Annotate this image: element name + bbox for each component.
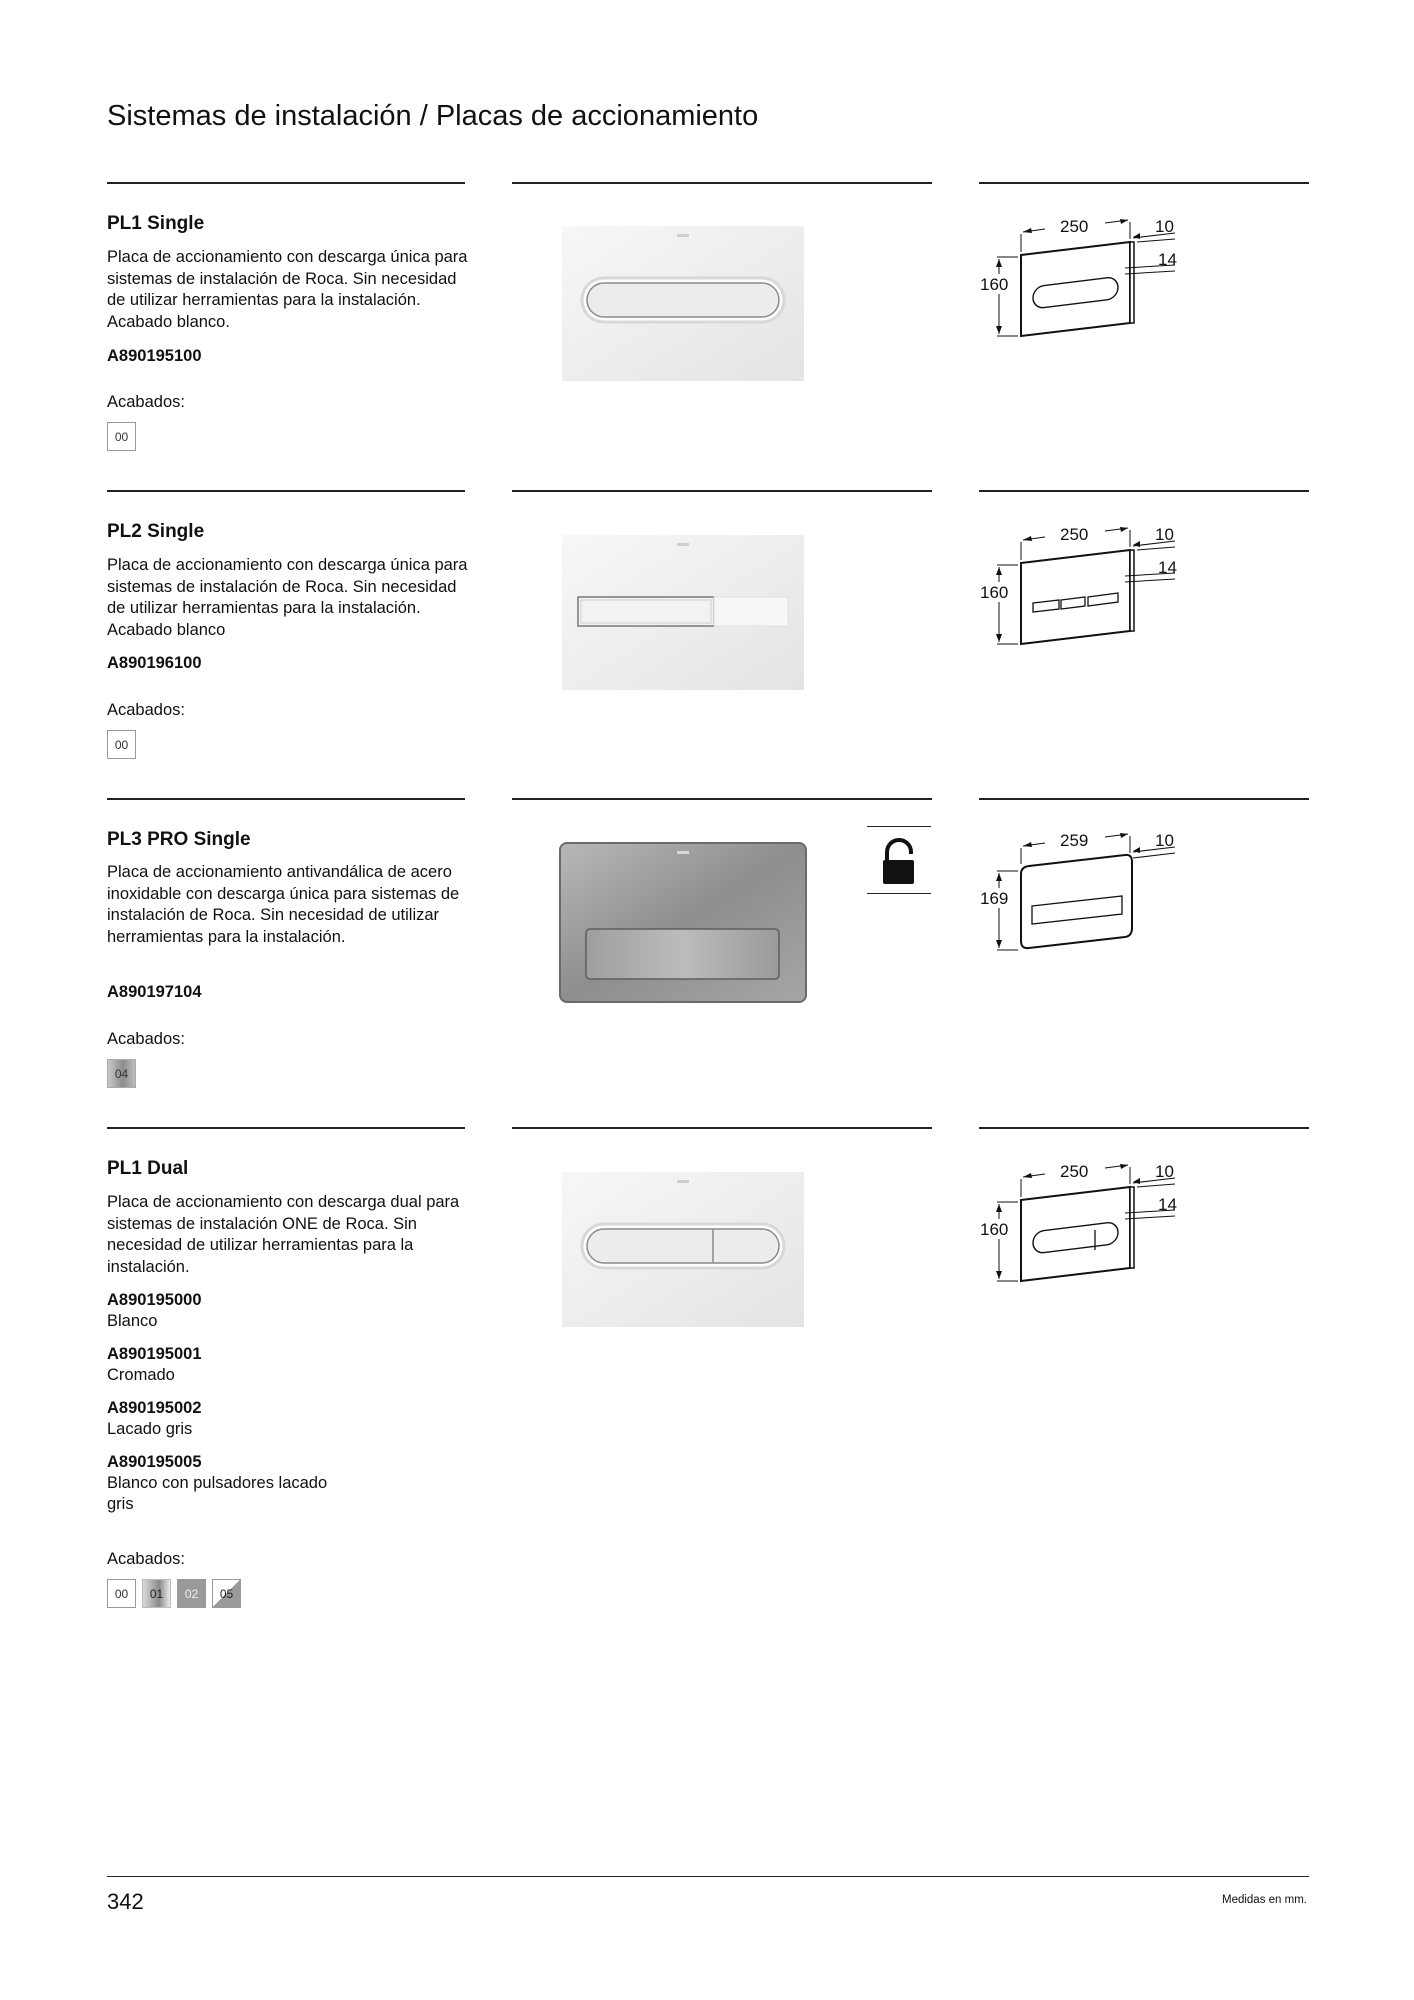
section-rule: [107, 490, 465, 492]
product-description: Placa de accionamiento con descarga única para sistemas de instalación de Roca. Sin necesidad de utilizar herramientas para la instalación. Acabado blanco.: [107, 248, 468, 331]
finishes-label: Acabados:: [107, 1030, 185, 1048]
finish-swatches: [107, 730, 136, 759]
variant-name: Lacado gris: [107, 1420, 193, 1438]
finish-swatches: [107, 1579, 241, 1608]
product-code: A890195100: [107, 347, 202, 365]
finish-swatch-steel[interactable]: 04: [107, 1059, 136, 1088]
finish-swatches: [107, 1059, 136, 1088]
dim-height: 160: [980, 275, 1009, 294]
finish-swatch-white-grey[interactable]: 05: [212, 1579, 241, 1608]
product-description: Placa de accionamiento con descarga única para sistemas de instalación de Roca. Sin necesidad de utilizar herramientas para la instalación. Acabado blanco: [107, 556, 468, 639]
section-rule: [979, 1127, 1309, 1129]
dim-depth: 10: [1155, 525, 1174, 544]
variant-code: A890195005: [107, 1453, 202, 1471]
product-photo: [562, 226, 804, 381]
brand-logo-mark: [677, 1180, 689, 1183]
lock-icon: [867, 830, 931, 894]
footer-rule: [107, 1876, 1309, 1877]
finish-swatch-white[interactable]: 00: [107, 1579, 136, 1608]
dim-depth: 10: [1155, 217, 1174, 236]
brand-logo-mark: [677, 543, 689, 546]
dim-width: 259: [1060, 831, 1089, 850]
finish-swatch-chrome[interactable]: 01: [142, 1579, 171, 1608]
section-rule: [979, 490, 1309, 492]
dimension-drawing: [975, 212, 1195, 347]
product-name: PL3 PRO Single: [107, 829, 251, 850]
dimension-drawing: [975, 1157, 1195, 1292]
product-photo: [562, 535, 804, 690]
product-name: PL1 Single: [107, 213, 205, 234]
dim-height: 160: [980, 1220, 1009, 1239]
section-rule: [107, 1127, 465, 1129]
section-rule: [107, 798, 465, 800]
dim-height: 160: [980, 583, 1009, 602]
finish-swatch-grey[interactable]: 02: [177, 1579, 206, 1608]
section-rule: [979, 798, 1309, 800]
section-rule: [512, 182, 932, 184]
section-rule: [512, 490, 932, 492]
product-variant: [107, 1452, 357, 1515]
finish-swatch-white[interactable]: 00: [107, 730, 136, 759]
product-name: PL2 Single: [107, 521, 205, 542]
finishes-label: Acabados:: [107, 393, 185, 411]
variant-code: A890195000: [107, 1291, 202, 1309]
section-rule: [867, 826, 931, 827]
section-rule: [107, 182, 465, 184]
product-description: Placa de accionamiento con descarga dual para sistemas de instalación ONE de Roca. Sin necesidad de utilizar herramientas para la instalación.: [107, 1193, 460, 1276]
dim-button-depth: 14: [1158, 250, 1177, 269]
variant-name: Blanco: [107, 1312, 158, 1330]
product-variant: [107, 1290, 202, 1332]
finish-swatches: [107, 422, 136, 451]
product-variant: [107, 1398, 202, 1440]
finishes-label: Acabados:: [107, 701, 185, 719]
brand-logo-mark: [677, 851, 689, 854]
section-rule: [979, 182, 1309, 184]
page-number: 342: [107, 1889, 144, 1914]
dim-width: 250: [1060, 525, 1089, 544]
variant-code: A890195002: [107, 1399, 202, 1417]
product-variant: [107, 1344, 202, 1386]
page-title: Sistemas de instalación / Placas de accionamiento: [107, 100, 759, 132]
product-name: PL1 Dual: [107, 1158, 189, 1179]
dim-width: 250: [1060, 217, 1089, 236]
variant-code: A890195001: [107, 1345, 202, 1363]
variant-name: Cromado: [107, 1366, 175, 1384]
brand-logo-mark: [677, 234, 689, 237]
dimension-drawing: [975, 826, 1195, 961]
variant-name: Blanco con pulsadores lacado gris: [107, 1474, 328, 1513]
dim-height: 169: [980, 889, 1009, 908]
product-code: A890197104: [107, 983, 202, 1001]
finishes-label: Acabados:: [107, 1550, 185, 1568]
section-rule: [512, 1127, 932, 1129]
product-photo: [562, 1172, 804, 1327]
product-photo: [558, 841, 808, 1006]
dim-depth: 10: [1155, 1162, 1174, 1181]
product-description: Placa de accionamiento antivandálica de acero inoxidable con descarga única para sistemas de instalación de Roca. Sin necesidad de utilizar herramientas para la instalación.: [107, 863, 460, 946]
finish-swatch-white[interactable]: 00: [107, 422, 136, 451]
dim-button-depth: 14: [1158, 1195, 1177, 1214]
dim-width: 250: [1060, 1162, 1089, 1181]
section-rule: [512, 798, 932, 800]
dimension-drawing: [975, 520, 1195, 655]
dim-button-depth: 14: [1158, 558, 1177, 577]
footnote: Medidas en mm.: [1221, 1894, 1307, 1906]
dim-depth: 10: [1155, 831, 1174, 850]
product-code: A890196100: [107, 654, 202, 672]
